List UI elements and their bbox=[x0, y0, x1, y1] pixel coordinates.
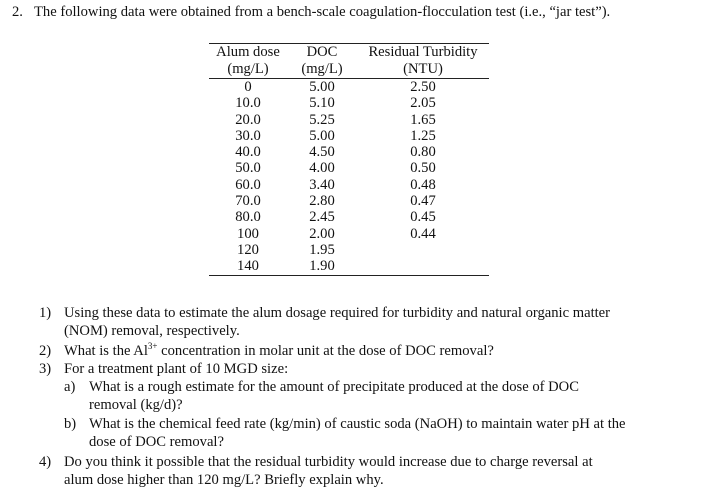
header-residual-turbidity: Residual Turbidity bbox=[357, 44, 489, 62]
doc-cell: 4.00 bbox=[309, 160, 335, 177]
jar-test-table bbox=[209, 43, 489, 276]
table-row bbox=[209, 95, 489, 111]
table-row bbox=[209, 128, 489, 144]
table-row bbox=[209, 160, 489, 176]
table-row bbox=[209, 112, 489, 128]
alum-dose-cell: 10.0 bbox=[235, 95, 261, 112]
doc-cell: 2.00 bbox=[309, 225, 335, 242]
table-row bbox=[209, 79, 489, 96]
doc-cell: 5.00 bbox=[309, 127, 335, 144]
alum-dose-cell: 0 bbox=[244, 79, 252, 95]
question-text: The following data were obtained from a bench-scale coagulation-flocculation test (i.e., “jar test”). bbox=[34, 4, 611, 20]
alum-dose-cell: 70.0 bbox=[235, 193, 261, 210]
table-row bbox=[209, 242, 489, 258]
table-header-row-1 bbox=[209, 44, 489, 62]
table-row bbox=[209, 193, 489, 209]
table-row bbox=[209, 144, 489, 160]
alum-dose-cell: 80.0 bbox=[235, 209, 261, 226]
doc-cell: 1.95 bbox=[309, 241, 335, 258]
doc-cell: 4.50 bbox=[309, 144, 335, 161]
doc-cell: 5.00 bbox=[309, 79, 335, 95]
aluminum-charge-superscript: 3+ bbox=[147, 341, 158, 351]
turbidity-cell: 0.50 bbox=[410, 160, 436, 177]
turbidity-cell: 0.45 bbox=[410, 209, 436, 226]
subquestion-1-line-1: Using these data to estimate the alum dosage required for turbidity and natural organic matter bbox=[64, 305, 611, 321]
subquestion-2-pre: What is the Al bbox=[64, 343, 148, 359]
header-doc: DOC bbox=[287, 44, 357, 62]
subquestion-2-text bbox=[64, 342, 494, 360]
subquestion-1-line-2: (NOM) removal, respectively. bbox=[64, 323, 240, 339]
subquestion-3a-label: a) bbox=[64, 379, 76, 395]
alum-dose-cell: 100 bbox=[237, 225, 259, 242]
question-heading bbox=[12, 4, 610, 21]
alum-dose-cell: 120 bbox=[237, 241, 259, 258]
table-row bbox=[209, 177, 489, 193]
header-turbidity-unit: (NTU) bbox=[357, 61, 489, 79]
subquestion-4-line-2: alum dose higher than 120 mg/L? Briefly explain why. bbox=[64, 472, 384, 488]
turbidity-cell: 1.25 bbox=[410, 127, 436, 144]
alum-dose-cell: 40.0 bbox=[235, 144, 261, 161]
table-header-row-2 bbox=[209, 61, 489, 79]
subquestion-4-line-1: Do you think it possible that the residual turbidity would increase due to charge reversal at bbox=[64, 454, 593, 470]
doc-cell: 3.40 bbox=[309, 176, 335, 193]
subquestion-3-text: For a treatment plant of 10 MGD size: bbox=[64, 361, 289, 377]
turbidity-cell: 0.44 bbox=[410, 225, 436, 242]
subquestion-2-label: 2) bbox=[39, 343, 52, 359]
table-row bbox=[209, 258, 489, 275]
turbidity-cell: 0.47 bbox=[410, 193, 436, 210]
turbidity-cell: 2.05 bbox=[410, 95, 436, 112]
turbidity-cell: 2.50 bbox=[410, 79, 436, 95]
alum-dose-cell: 50.0 bbox=[235, 160, 261, 177]
subquestion-3a-line-1: What is a rough estimate for the amount of precipitate produced at the dose of DOC bbox=[89, 379, 579, 395]
subquestion-2-post: concentration in molar unit at the dose of DOC removal? bbox=[157, 343, 494, 359]
subquestion-3b-line-1: What is the chemical feed rate (kg/min) of caustic soda (NaOH) to maintain water pH at the bbox=[89, 416, 626, 432]
subquestion-3b-label: b) bbox=[64, 416, 77, 432]
table-row bbox=[209, 209, 489, 225]
alum-dose-cell: 60.0 bbox=[235, 176, 261, 193]
header-alum-dose: Alum dose bbox=[209, 44, 287, 62]
turbidity-cell bbox=[357, 258, 489, 275]
table-row bbox=[209, 226, 489, 242]
alum-dose-cell: 20.0 bbox=[235, 111, 261, 128]
subquestion-3a-line-2: removal (kg/d)? bbox=[89, 397, 183, 413]
alum-dose-cell: 140 bbox=[209, 258, 287, 275]
subquestion-3b-line-2: dose of DOC removal? bbox=[89, 434, 224, 450]
header-doc-unit: (mg/L) bbox=[287, 61, 357, 79]
doc-cell: 5.10 bbox=[309, 95, 335, 112]
turbidity-cell: 1.65 bbox=[410, 111, 436, 128]
doc-cell: 2.80 bbox=[309, 193, 335, 210]
alum-dose-cell: 30.0 bbox=[235, 127, 261, 144]
subquestion-1-label: 1) bbox=[39, 305, 52, 321]
turbidity-cell: 0.48 bbox=[410, 176, 436, 193]
header-alum-dose-unit: (mg/L) bbox=[209, 61, 287, 79]
doc-cell: 1.90 bbox=[287, 258, 357, 275]
subquestion-4-label: 4) bbox=[39, 454, 52, 470]
subquestion-3-label: 3) bbox=[39, 361, 52, 377]
doc-cell: 2.45 bbox=[309, 209, 335, 226]
question-number: 2. bbox=[12, 4, 23, 20]
turbidity-cell bbox=[357, 242, 489, 258]
turbidity-cell: 0.80 bbox=[410, 144, 436, 161]
doc-cell: 5.25 bbox=[309, 111, 335, 128]
